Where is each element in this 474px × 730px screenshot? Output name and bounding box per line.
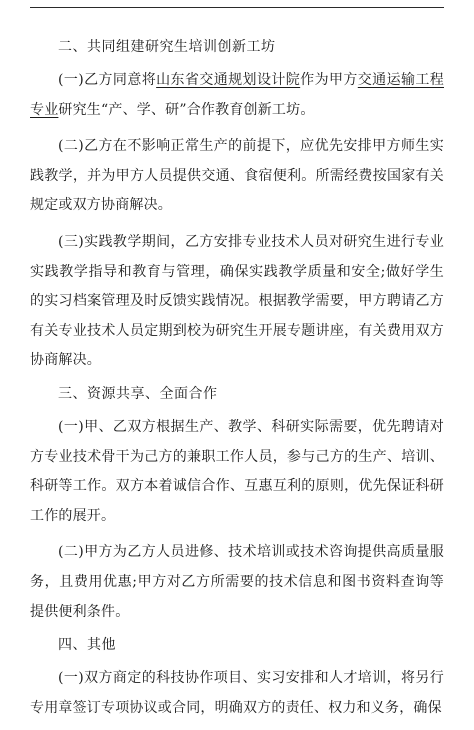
underlined-major-name: 交通运输工程专业 (30, 72, 444, 118)
paragraph-staff-hiring: (一)甲、乙双方根据生产、教学、科研实际需要，优先聘请对方专业技术骨干为己方的兼职工作人员，参与己方的生产、培训、科研等工作。双方本着诚信合作、互惠互利的原则，优先保证科研工作的展开。 (30, 418, 444, 524)
text-segment: 作为甲方 (300, 72, 358, 88)
paragraph-teaching-guidance: (三)实践教学期间，乙方安排专业技术人员对研究生进行专业实践教学指导和教育与管理，确保实践教学质量和安全;做好学生的实习档案管理及时反馈实践情况。根据教学需要，甲方聘请乙方有关专业技术人员定期到校为研究生开展专题讲座，有关费用双方协商解决。 (30, 233, 444, 369)
underlined-institute-name: 山东省交通规划设计院 (156, 72, 301, 88)
section-heading-resources-workshop: 二、共同组建研究生培训创新工坊 (58, 39, 276, 55)
section-heading-other: 四、其他 (58, 637, 116, 654)
header-rule (30, 7, 444, 8)
paragraph-practice-arrangement: (二)乙方在不影响正常生产的前提下，应优先安排甲方师生实践教学，并为甲方人员提供交通、食宿便利。所需经费按国家有关规定或双方协商解决。 (30, 138, 444, 214)
text-segment: 研究生“产、学、研”合作教育创新工坊。 (58, 101, 315, 118)
section-heading-resource-sharing: 三、资源共享、全面合作 (58, 385, 218, 402)
paragraph-project-agreements: (一)双方商定的科技协作项目、实习安排和人才培训，将另行专用章签订专项协议或合同，明确双方的责任、权力和义务，确保 (30, 670, 444, 716)
text-segment: (一)乙方同意将 (58, 72, 157, 88)
paragraph-workshop-designation (30, 66, 444, 125)
paragraph-training-services: (二)甲方为乙方人员进修、技术培训或技术咨询提供高质量服务，且费用优惠;甲方对乙方所需要的技术信息和图书资料查询等提供便利条件。 (30, 544, 444, 620)
document-page (30, 36, 444, 730)
